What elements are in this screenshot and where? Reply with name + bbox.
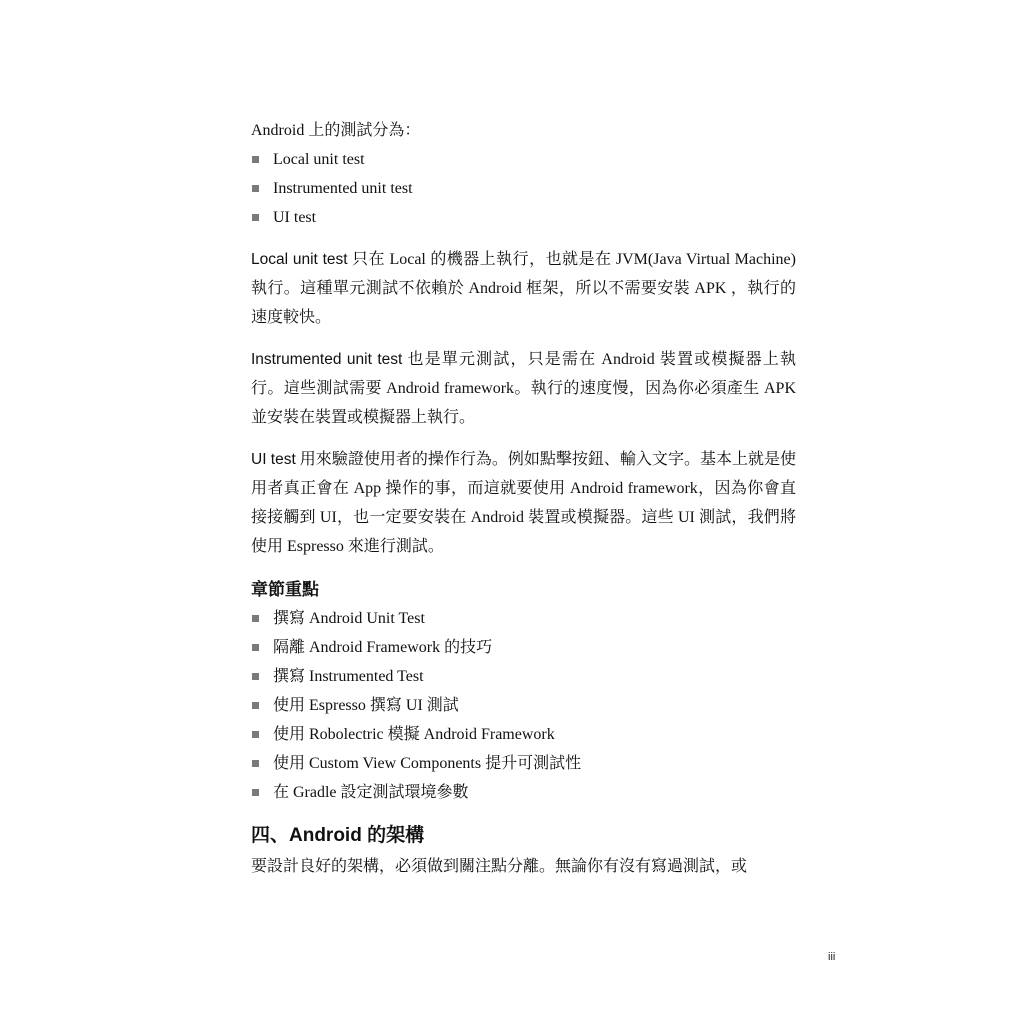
bullet-square-icon [252,702,259,709]
list-item: Local unit test [251,145,796,174]
bullet-square-icon [252,615,259,622]
list-item: UI test [251,203,796,232]
bullet-square-icon [252,731,259,738]
list-item: 撰寫 Instrumented Test [251,662,796,691]
test-types-list [251,145,796,232]
document-page [251,116,796,881]
paragraph-local-unit-test: Local unit test 只在 Local 的機器上執行，也就是在 JVM(Java Virtual Machine) 執行。這種單元測試不依賴於 Android 框架，所以不需要安裝 APK ，執行的速度較快。 [251,251,796,326]
bullet-square-icon [252,214,259,221]
list-item: 使用 Espresso 撰寫 UI 測試 [251,691,796,720]
bullet-square-icon [252,156,259,163]
highlights-title: 章節重點 [251,580,319,599]
intro-text: Android 上的測試分為： [251,122,421,139]
bullet-square-icon [252,185,259,192]
bullet-square-icon [252,789,259,796]
page-number: iii [828,951,836,963]
list-item: 在 Gradle 設定測試環境參數 [251,778,796,807]
bullet-square-icon [252,673,259,680]
paragraph-instrumented-unit-test: Instrumented unit test 也是單元測試，只是需在 Android 裝置或模擬器上執行。這些測試需要 Android framework。執行的速度慢，因為你必須產生 APK 並安裝在裝置或模擬器上執行。 [251,351,796,426]
list-item: 使用 Custom View Components 提升可測試性 [251,749,796,778]
list-item: 撰寫 Android Unit Test [251,604,796,633]
list-item: 使用 Robolectric 模擬 Android Framework [251,720,796,749]
closing-paragraph: 要設計良好的架構，必須做到關注點分離。無論你有沒有寫過測試，或 [251,858,748,875]
section-heading: 四、Android 的架構 [251,825,425,846]
list-item: Instrumented unit test [251,174,796,203]
paragraph-ui-test: UI test 用來驗證使用者的操作行為。例如點擊按鈕、輸入文字。基本上就是使用者真正會在 App 操作的事，而這就要使用 Android framework，因為你會直接接觸到 UI，也一定要安裝在 Android 裝置或模擬器。這些 UI 測試，我們將使用 Espresso 來進行測試。 [251,451,796,555]
highlights-list [251,604,796,807]
list-item: 隔離 Android Framework 的技巧 [251,633,796,662]
bullet-square-icon [252,760,259,767]
bullet-square-icon [252,644,259,651]
